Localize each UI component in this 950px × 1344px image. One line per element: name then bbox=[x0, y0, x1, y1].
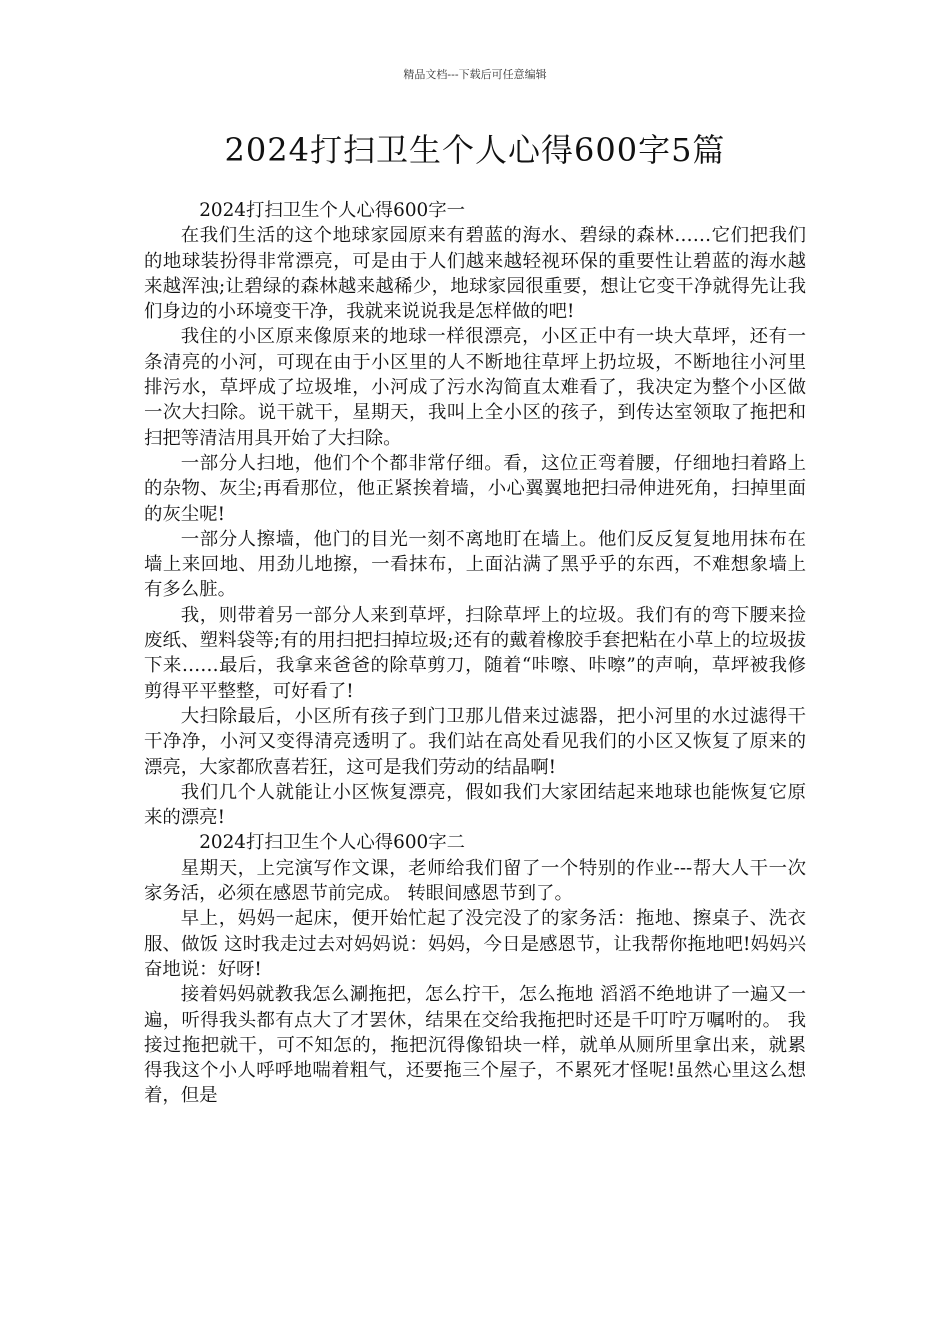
section-heading: 2024打扫卫生个人心得600字二 bbox=[199, 832, 465, 854]
section-heading: 2024打扫卫生个人心得600字一 bbox=[199, 200, 465, 221]
paragraph: 大扫除最后，小区所有孩子到门卫那儿借来过滤器，把小河里的水过滤得干干净净，小河又变得清亮透明了。我们站在高处看见我们的小区又恢复了原来的漂亮，大家都欣喜若狂，这可是我们劳动的结晶啊! bbox=[144, 705, 806, 778]
page-header: 精品文档---下载后可任意编辑 bbox=[403, 68, 547, 81]
document-body bbox=[144, 198, 806, 1109]
paragraph: 一部分人扫地，他们个个都非常仔细。看，这位正弯着腰，仔细地扫着路上的杂物、灰尘;再看那位，他正紧挨着墙，小心翼翼地把扫帚伸进死角，扫掉里面的灰尘呢! bbox=[144, 452, 806, 525]
paragraph: 我，则带着另一部分人来到草坪，扫除草坪上的垃圾。我们有的弯下腰来捡废纸、塑料袋等;有的用扫把扫掉垃圾;还有的戴着橡胶手套把粘在小草上的垃圾拔下来……最后，我拿来爸爸的除草剪刀，随着“咔嚓、咔嚓”的声响，草坪被我修剪得平平整整，可好看了! bbox=[144, 604, 806, 702]
paragraph: 早上，妈妈一起床，便开始忙起了没完没了的家务活：拖地、擦桌子、洗衣服、做饭 这时我走过去对妈妈说：妈妈，今日是感恩节，让我帮你拖地吧!妈妈兴奋地说：好呀! bbox=[144, 908, 806, 980]
paragraph: 接着妈妈就教我怎么涮拖把，怎么拧干，怎么拖地 滔滔不绝地讲了一遍又一遍，听得我头都有点大了才罢休，结果在交给我拖把时还是千叮咛万嘱咐的。 我接过拖把就干，可不知怎的，拖把沉得像铅块一样，就单从厕所里拿出来，就累得我这个小人呼呼地喘着粗气，还要拖三个屋子，不累死才怪呢!虽然心里这么想着，但是 bbox=[144, 984, 806, 1107]
paragraph: 我住的小区原来像原来的地球一样很漂亮，小区正中有一块大草坪，还有一条清亮的小河，可现在由于小区里的人不断地往草坪上扔垃圾，不断地往小河里排污水，草坪成了垃圾堆，小河成了污水沟简直太难看了，我决定为整个小区做一次大扫除。说干就干，星期天，我叫上全小区的孩子，到传达室领取了拖把和扫把等清洁用具开始了大扫除。 bbox=[144, 326, 806, 449]
paragraph: 一部分人擦墙，他门的目光一刻不离地盯在墙上。他们反反复复地用抹布在墙上来回地、用劲儿地擦，一看抹布，上面沾满了黑乎乎的东西，不难想象墙上有多么脏。 bbox=[144, 528, 806, 601]
paragraph: 我们几个人就能让小区恢复漂亮，假如我们大家团结起来地球也能恢复它原来的漂亮! bbox=[144, 781, 806, 829]
document-title: 2024打扫卫生个人心得600字5篇 bbox=[224, 131, 726, 169]
paragraph: 在我们生活的这个地球家园原来有碧蓝的海水、碧绿的森林……它们把我们的地球装扮得非常漂亮，可是由于人们越来越轻视环保的重要性让碧蓝的海水越来越浑浊;让碧绿的森林越来越稀少，地球家园很重要，想让它变干净就得先让我们身边的小环境变干净，我就来说说我是怎样做的吧! bbox=[144, 225, 806, 323]
paragraph: 星期天，上完演写作文课，老师给我们留了一个特别的作业---帮大人干一次家务活，必须在感恩节前完成。 转眼间感恩节到了。 bbox=[144, 857, 806, 905]
